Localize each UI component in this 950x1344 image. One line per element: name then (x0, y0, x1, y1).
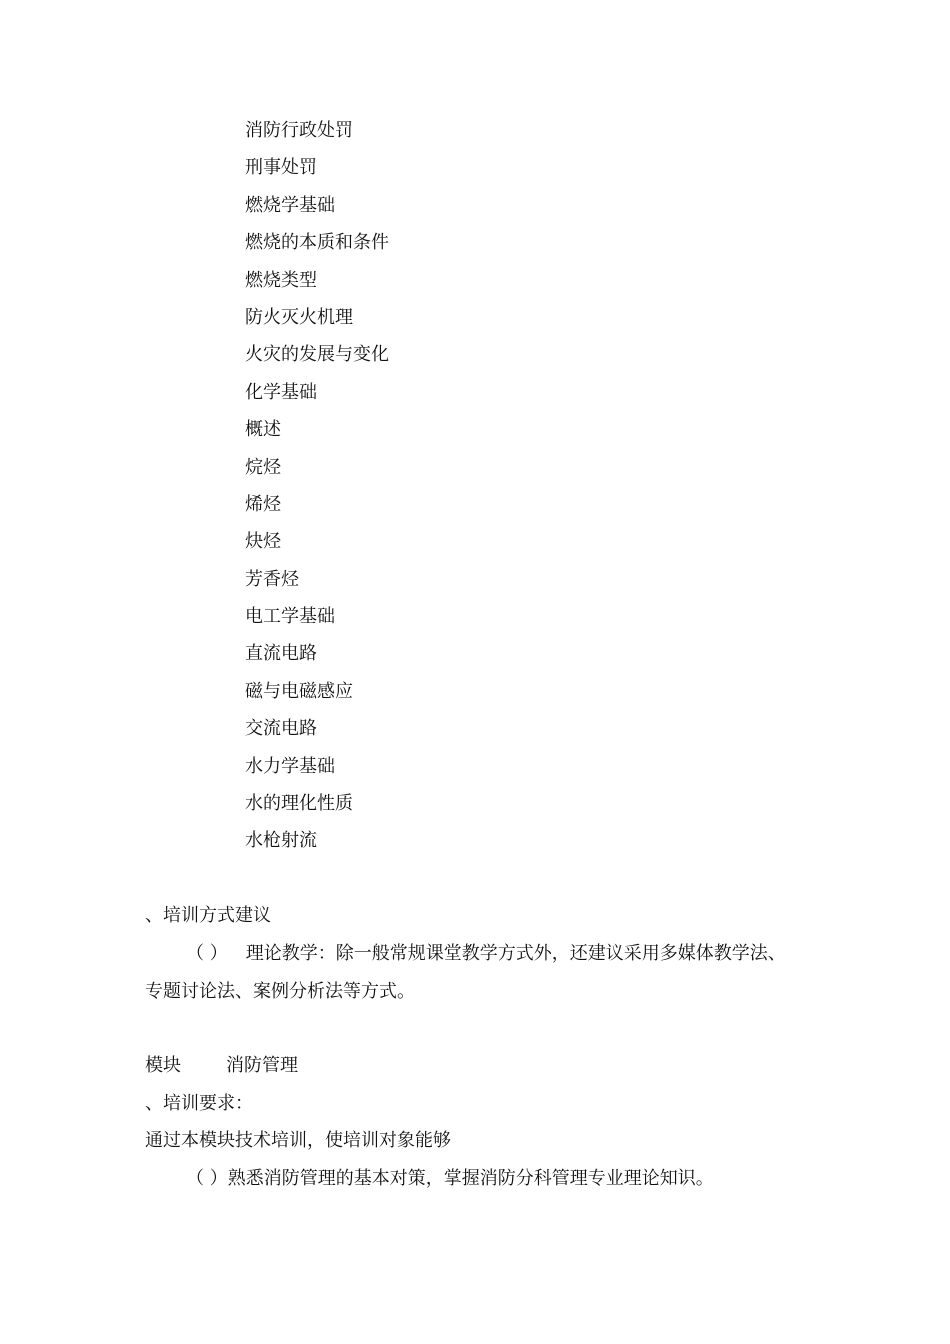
module-label: 模块 (145, 1055, 181, 1076)
outline-item: 防火灭火机理 (245, 306, 353, 328)
outline-item: 磁与电磁感应 (245, 680, 353, 702)
outline-item: 电工学基础 (245, 606, 335, 628)
outline-item: 火灾的发展与变化 (245, 344, 389, 366)
outline-item: 水的理化性质 (245, 793, 353, 815)
outline-item: 烯烃 (245, 493, 281, 515)
training-method-item (186, 941, 786, 967)
training-method-heading: 、培训方式建议 (145, 905, 271, 926)
training-method-item-continuation: 专题讨论法、案例分析法等方式。 (145, 981, 415, 1002)
module-heading (145, 1053, 298, 1079)
topic-outline-list (245, 118, 645, 866)
outline-item: 水枪射流 (245, 830, 317, 852)
outline-item: 燃烧学基础 (245, 194, 335, 216)
item-text: 熟悉消防管理的基本对策，掌握消防分科管理专业理论知识。 (227, 1168, 714, 1189)
requirements-heading: 、培训要求： (145, 1093, 253, 1114)
module-title: 消防管理 (226, 1055, 298, 1076)
item-marker: （ ） (186, 1168, 228, 1189)
outline-item: 炔烃 (245, 531, 281, 553)
outline-item: 概述 (245, 419, 281, 441)
outline-item: 水力学基础 (245, 755, 335, 777)
outline-item: 直流电路 (245, 643, 317, 665)
outline-item: 芳香烃 (245, 568, 299, 590)
item-marker: （ ） (186, 943, 228, 964)
outline-item: 交流电路 (245, 718, 317, 740)
outline-item: 化学基础 (245, 381, 317, 403)
outline-item: 刑事处罚 (245, 157, 317, 179)
outline-item: 烷烃 (245, 456, 281, 478)
item-text: 理论教学：除一般常规课堂教学方式外，还建议采用多媒体教学法、 (245, 943, 786, 964)
outline-item: 消防行政处罚 (245, 120, 353, 141)
requirements-item (186, 1166, 714, 1192)
outline-item: 燃烧类型 (245, 269, 317, 291)
outline-item: 燃烧的本质和条件 (245, 232, 389, 254)
requirements-intro: 通过本模块技术培训，使培训对象能够 (145, 1130, 451, 1151)
